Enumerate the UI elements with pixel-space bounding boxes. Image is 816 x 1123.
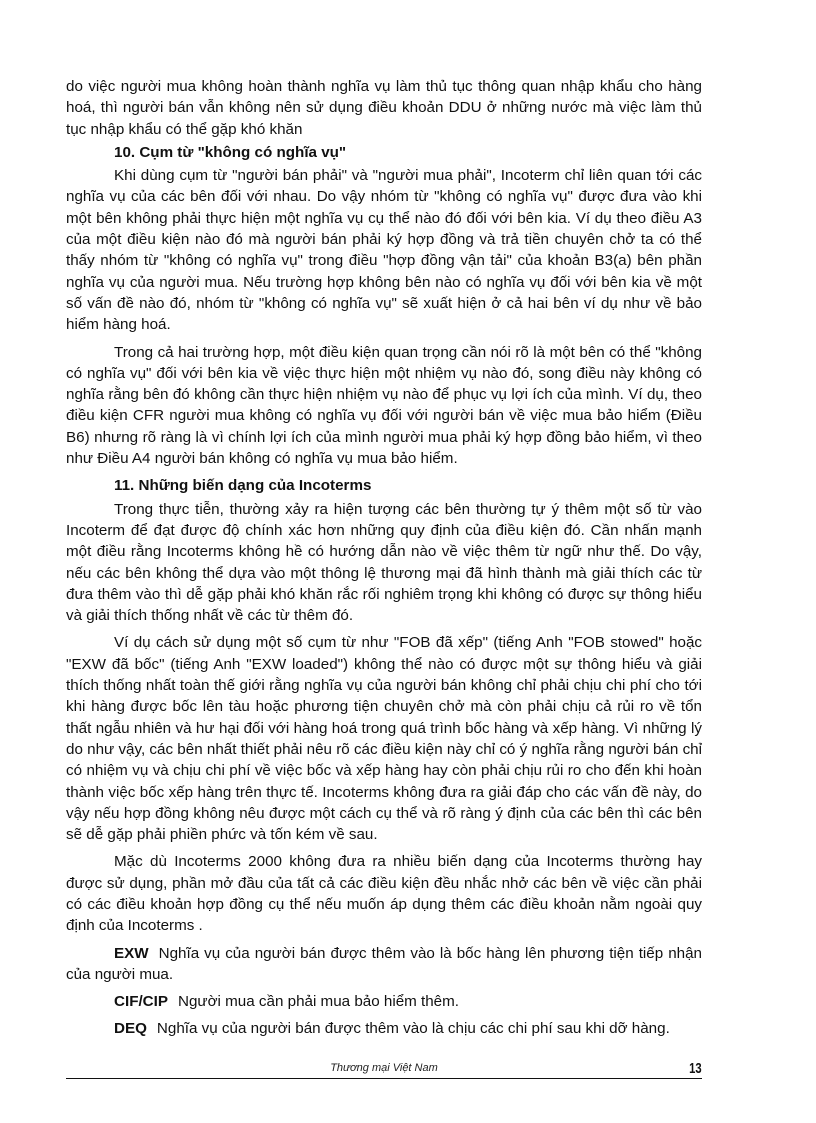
term-text: Người mua cần phải mua bảo hiểm thêm. xyxy=(178,993,459,1011)
paragraph: Mặc dù Incoterms 2000 không đưa ra nhiều biến dạng của Incoterms thường hay được sử dụng, phần mở đầu của tất cả các điều kiện đều nhắc nhở các bên về việc cần phải có các điều khoản hợp đồng cụ thể nếu muốn áp dụng thêm các điều khoản nằm ngoài quy định của Incoterms . xyxy=(66,853,702,935)
paragraph: Trong thực tiễn, thường xảy ra hiện tượng các bên thường tự ý thêm một số từ vào Incoterm để đạt được độ chính xác hơn những quy định của điều kiện đó. Cần nhấn mạnh một điều rằng Incoterms không hề có hướng dẫn nào về việc thêm từ ngữ như thế. Do vậy, nếu các bên không thể dựa vào một thông lệ thương mại đã hình thành mà giải thích các từ đưa thêm vào thì dễ gặp phải khó khăn rắc rối nghiêm trọng khi không có được sự thông hiểu và giải thích thống nhất về các từ thêm đó. xyxy=(66,500,702,625)
term-item xyxy=(66,1018,702,1039)
term-item xyxy=(66,991,702,1012)
term-code: DEQ xyxy=(114,1020,147,1038)
section-heading: 10. Cụm từ "không có nghĩa vụ" xyxy=(114,143,347,161)
section-heading: 11. Những biến dạng của Incoterms xyxy=(114,477,372,495)
paragraph: do việc người mua không hoàn thành nghĩa vụ làm thủ tục thông quan nhập khẩu cho hàng hoá, thì người bán vẫn không nên sử dụng điều khoản DDU ở những nước mà việc làm thủ tục nhập khẩu có thể gặp khó khăn xyxy=(66,78,702,138)
paragraph: Khi dùng cụm từ "người bán phải" và "người mua phải", Incoterm chỉ liên quan tới các nghĩa vụ của các bên đối với nhau. Do vậy nhóm từ "không có nghĩa vụ" được đưa vào khi một bên không phải thực hiện một nghĩa vụ cụ thể nào đó đối với bên kia. Ví dụ theo điều A3 của một điều kiện nào đó mà người bán phải ký hợp đồng và trả tiền chuyên chở ta có thể thấy nhóm từ "không có nghĩa vụ" trong điều "hợp đồng vận tải" của khoản B3(a) bên phần nghĩa vụ của người mua. Nếu trường hợp không bên nào có nghĩa vụ đối với bên kia về một số vấn đề nào đó, nhóm từ "không có nghĩa vụ" sẽ xuất hiện ở cả hai bên ví dụ như về bảo hiểm hàng hoá. xyxy=(66,167,702,334)
term-text: Nghĩa vụ của người bán được thêm vào là chịu các chi phí sau khi dỡ hàng. xyxy=(156,1020,670,1038)
term-item xyxy=(66,943,702,986)
term-code: EXW xyxy=(114,944,149,962)
footer-divider xyxy=(66,1078,702,1079)
term-text: Nghĩa vụ của người bán được thêm vào là bốc hàng lên phương tiện tiếp nhận của người mua. xyxy=(66,944,702,983)
paragraph: Trong cả hai trường hợp, một điều kiện quan trọng cần nói rõ là một bên có thể "không có nghĩa vụ" đối với bên kia về việc thực hiện một nhiệm vụ nào đó, song điều này không có nghĩa rằng bên đó không cần thực hiện nhiệm vụ nào để phục vụ lợi ích của mình. Ví dụ, theo điều kiện CFR người mua không có nghĩa vụ đối với người bán về việc mua bảo hiểm (Điều B6) nhưng rõ ràng là vì chính lợi ích của mình người mua phải ký hợp đồng bảo hiểm, vì theo như Điều A4 người bán không có nghĩa vụ mua bảo hiểm. xyxy=(66,343,702,468)
paragraph: Ví dụ cách sử dụng một số cụm từ như "FOB đã xếp" (tiếng Anh "FOB stowed" hoặc "EXW đã bốc" (tiếng Anh "EXW loaded") không thể nào có được một sự thông hiểu và giải thích thống nhất toàn thế giới rằng nghĩa vụ của người bán không chỉ phải chịu chi phí cho tới khi hàng được bốc lên tàu hoặc phương tiện chuyên chở mà còn phải chịu cả rủi ro về tổn thất ngẫu nhiên và hư hại đối với hàng hoá trong quá trình bốc hàng và xếp hàng. Vì những lý do như vậy, các bên nhất thiết phải nêu rõ các điều kiện này chỉ có ý nghĩa rằng người bán chỉ có nhiệm vụ và chịu chi phí về việc bốc và xếp hàng hay còn phải chịu rủi ro cho đến khi hoàn thành việc bốc xếp hàng trên thực tế. Incoterms không đưa ra giải đáp cho các vấn đề này, do vậy nếu hợp đồng không nêu được một cách cụ thể và rõ ràng ý định của các bên thì các bên sẽ dễ gặp phải phiền phức và tốn kém về sau. xyxy=(66,634,702,844)
page-footer xyxy=(66,1062,702,1082)
document-body xyxy=(66,76,702,1046)
footer-title: Thương mại Việt Nam xyxy=(330,1062,438,1074)
term-code: CIF/CIP xyxy=(114,993,169,1011)
page-number: 13 xyxy=(689,1060,702,1077)
